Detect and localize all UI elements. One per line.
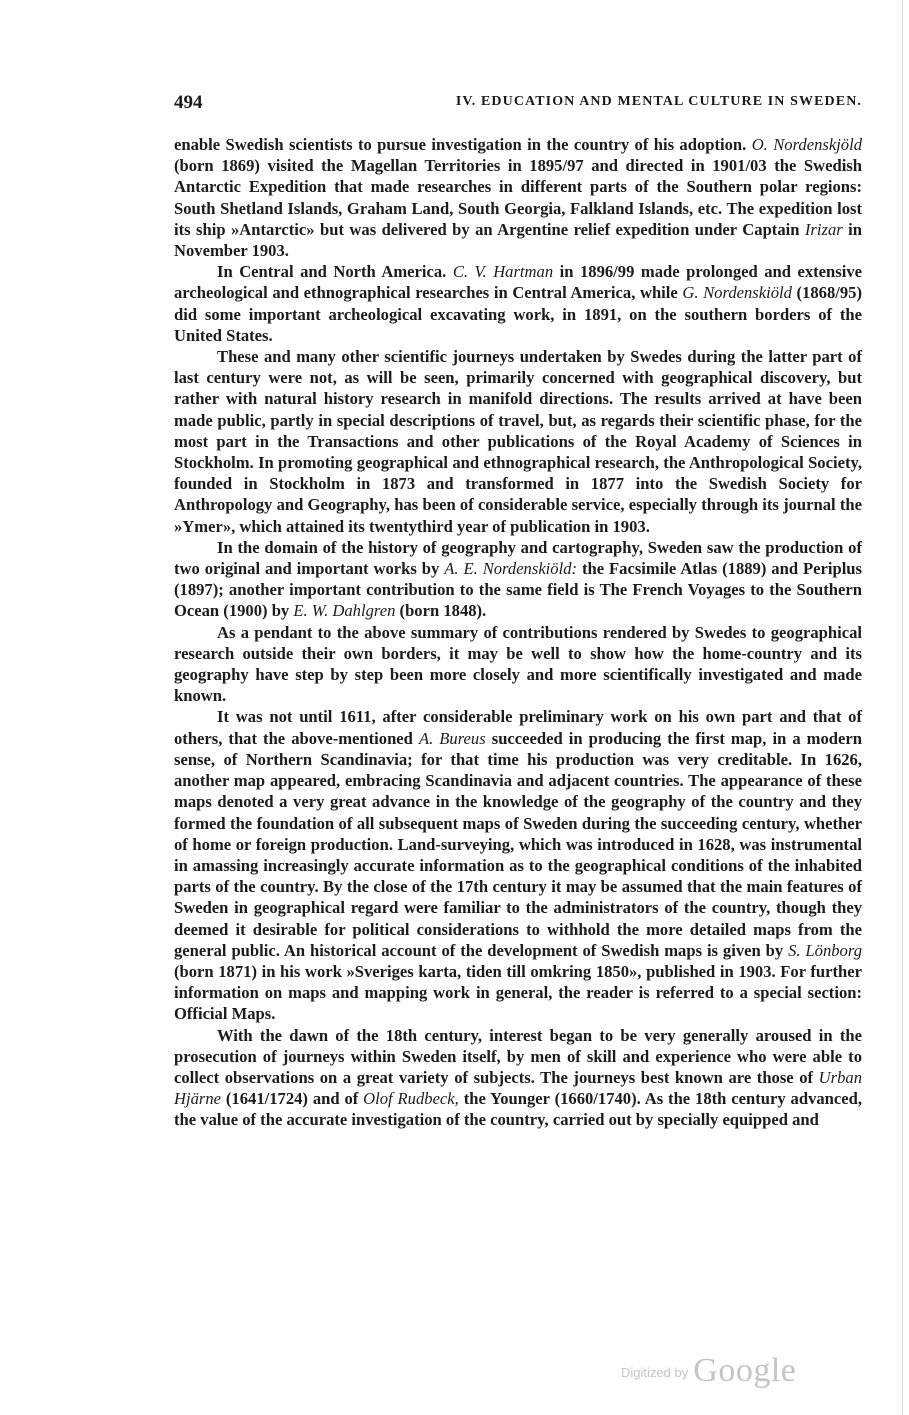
- paragraph: [174, 706, 862, 1024]
- text-run: As a pendant to the above summary of contributions rendered by Swedes to geographical research outside their own borders, it may be well to show how the: [174, 622, 862, 663]
- text-run: enable Swedish scientists to pursue investigation in the country of his adoption.: [174, 135, 752, 154]
- paragraph: [174, 1025, 862, 1131]
- italic-name: G. Nordenskiöld: [682, 283, 792, 303]
- paragraph: [174, 261, 862, 346]
- italic-name: S. Lönborg: [788, 940, 862, 960]
- text-run: (born 1869) visited the Magellan Territories in 1895/97 and directed in 1901/03 the Swedish Antarctic Expedition that made researches in different parts of the Southern polar regions: South Shetland Islands, Graham Land, South Georgia, Falkland Islands, etc. The expedition lost its ship »Antarctic» but was delivered by an Argentine relief expedition under Captain: [174, 156, 862, 239]
- bold-term: home-country: [702, 643, 803, 663]
- italic-name: O. Nordenskjöld: [751, 135, 863, 154]
- text-run: (1641/1724) and of: [221, 1089, 364, 1109]
- body-text: [174, 134, 862, 1131]
- italic-name: Irizar: [804, 219, 843, 239]
- text-run: In the domain of the: [217, 537, 369, 557]
- page-header: [174, 92, 862, 116]
- page-edge: [902, 0, 903, 1415]
- text-run: (born 1848).: [395, 601, 487, 621]
- italic-name: A. E. Nordenskiöld:: [444, 559, 578, 579]
- paragraph: [174, 346, 862, 537]
- italic-name: Urban Hjärne: [174, 1067, 862, 1109]
- text-run: (1868/95) did some important archeological excavating work, in 1891, on the southern borders of the United States.: [174, 283, 862, 345]
- text-run: It was not until 1611, after considerable preliminary work on his own part and that of others, that the above-mentioned: [174, 707, 862, 748]
- italic-name: E. W. Dahlgren: [293, 601, 396, 621]
- text-run: the Facsimile Atlas (1889) and Periplus (1897); another important contribution to the same field is The French Voyages to the Southern Ocean (1900) by: [174, 559, 862, 621]
- watermark-prefix: Digitized by: [621, 1365, 689, 1380]
- text-run: and its geography have step by step been more closely and more scientifically investigated and made known.: [174, 643, 862, 706]
- paragraph: [174, 134, 862, 261]
- text-run: of geography and cartography, Sweden saw the production of two original and important works by: [174, 537, 862, 579]
- page-number: 494: [174, 92, 203, 113]
- running-head: IV. EDUCATION AND MENTAL CULTURE IN SWEDEN.: [455, 94, 862, 109]
- bold-term: history: [368, 537, 418, 557]
- text-run: in November 1903.: [174, 219, 862, 261]
- google-logo: Google: [693, 1352, 797, 1389]
- text-run: the Younger (1660/1740). As the 18th century advanced, the value of the accurate investigation of the country, carried out by specially equipped and: [174, 1089, 862, 1130]
- paragraph: [174, 622, 862, 707]
- text-run: These and many other scientific journeys undertaken by Swedes during the latter part of last century were not, as will be seen, primarily concerned with geographical discovery, but rather with natural history research in manifold directions. The results arrived at have been made public, partly in special descriptions of travel, but, as regards their scientific phase, for the most part in the Transactions and other publications of the Royal Academy of Sciences in Stockholm. In promoting geographical and ethnographical research, the Anthropological Society, founded in Stockholm in 1873 and transformed in 1877 into the Swedish Society for Anthropology and Geography, has been of considerable service, especially through its journal the »Ymer», which attained its twentythird year of publication in 1903.: [174, 347, 862, 536]
- text-run: (born 1871) in his work »Sveriges karta, tiden till omkring 1850», published in 1903. For further information on maps and mapping work in general, the reader is referred to a special section: Official Maps.: [174, 961, 862, 1024]
- italic-name: A. Bureus: [418, 728, 486, 748]
- italic-name: C. V. Hartman: [452, 262, 554, 282]
- digitized-by-google-watermark: [621, 1352, 796, 1392]
- paragraph: [174, 537, 862, 622]
- text-run: succeeded in producing the first map, in a modern sense, of Northern Scandinavia; for that time his production was very creditable. In 1626, another map appeared, embracing Scandinavia and adjacent countries. The appearance of these maps denoted a very great advance in the knowledge of the geography of the country and they formed the foundation of all subsequent maps of Sweden during the succeeding century, whether of home or foreign production. Land-surveying, which was introduced in 1628, was instrumental in amassing increasingly accurate information as to the geographical conditions of the inhabited parts of the country. By the close of the 17th century it may be assumed that the main features of Sweden in geographical regard were familiar to the administrators of the country, though they deemed it desirable for political considerations to withhold the more detailed maps from the general public. An historical account of the development of Swedish maps is given by: [174, 728, 862, 960]
- bold-term: In Central and North America.: [217, 262, 447, 282]
- text-run: With the dawn of the 18th century, interest began to be very generally aroused in the prosecution of journeys within Sweden itself, by men of skill and experience who were able to collect observations on a great variety of subjects. The journeys best known are those of: [174, 1025, 862, 1087]
- italic-name: Olof Rudbeck,: [363, 1089, 459, 1109]
- text-run: in 1896/99 made prolonged and extensive archeological and ethnographical researches in Central America, while: [174, 262, 862, 303]
